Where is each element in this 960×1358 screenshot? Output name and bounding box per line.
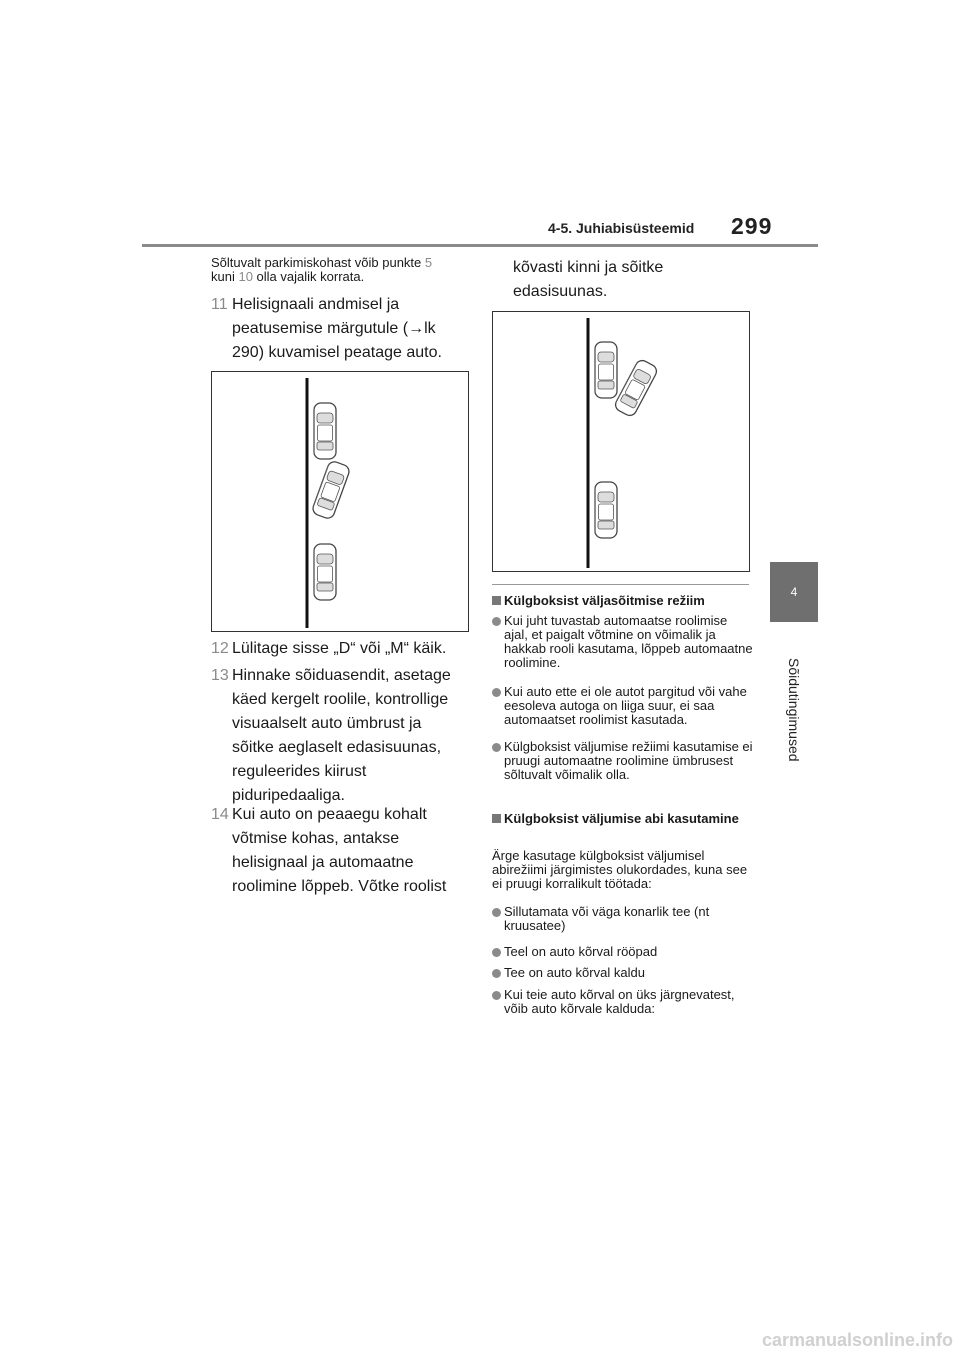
page-number: 299 (731, 213, 773, 239)
bullet-4: Sillutamata või väga konarlik tee (nt kruusatee) (492, 905, 754, 933)
bullet-5: Teel on auto kõrval rööpad (492, 945, 754, 959)
watermark: carmanualsonline.info (762, 1330, 954, 1350)
step-14: 14 Kui auto on peaaegu kohalt võtmise kohas, antakse helisignaal ja automaatne roolimine lõppeb. Võtke roolist (211, 806, 447, 895)
figure-parking-exit-2 (492, 311, 750, 572)
bullet-3: Külgboksist väljumise režiimi kasutamise ei pruugi automaatne roolimine ümbrusest sõltuvalt võimalik olla. (492, 740, 754, 782)
car-front (314, 403, 336, 459)
step-12: 12 Lülitage sisse „D“ või „M“ käik. (211, 640, 447, 657)
bullet-2: Kui auto ette ei ole autot pargitud või vahe eesoleva autoga on liiga suur, ei saa automaatset roolimist kasutada. (492, 685, 754, 727)
square-bullet-icon (492, 814, 501, 823)
chapter-tab: 4 (770, 562, 818, 622)
bullet-1: Kui juht tuvastab automaatse roolimise ajal, et paigalt võtmine on võimalik ja hakkab rooli kasutama, lõppeb automaatne roolimine. (492, 614, 754, 670)
bullet-7: Kui teie auto kõrval on üks järgnevatest, võib auto kõrvale kalduda: (492, 988, 754, 1016)
bullet-dot-icon (492, 617, 501, 626)
bullet-dot-icon (492, 908, 501, 917)
assist-paragraph: Ärge kasutage külgboksist väljumisel abirežiimi järgimistes olukordades, kuna see ei pruugi korralikult töötada: (492, 848, 748, 891)
bullet-dot-icon (492, 743, 501, 752)
square-bullet-icon (492, 596, 501, 605)
bullet-dot-icon (492, 969, 501, 978)
section-title: 4-5. Juhiabisüsteemid (548, 220, 695, 236)
car-front (595, 342, 617, 398)
heading-side-exit-mode: Külgboksist väljasõitmise režiim (492, 593, 752, 608)
chapter-label: Sõidutingimused (786, 658, 802, 762)
step-14-continued: kõvasti kinni ja sõitke edasisuunas. (513, 259, 664, 300)
step-13: 13 Hinnake sõiduasendit, asetage käed kergelt roolile, kontrollige visuaalselt auto ümbrust ja sõitke aeglaselt edasisuunas, reguleerides kiirust piduripedaaliga. (211, 667, 451, 804)
heading-side-exit-assist: Külgboksist väljumise abi kasutamine (492, 811, 752, 826)
bullet-dot-icon (492, 948, 501, 957)
figure-parking-exit-1 (211, 371, 469, 632)
own-car (613, 358, 659, 418)
bullet-6: Tee on auto kõrval kaldu (492, 966, 754, 980)
figure-1-svg (212, 372, 468, 631)
bullet-dot-icon (492, 688, 501, 697)
intro-note: Sõltuvalt parkimiskohast võib punkte 5 kuni 10 olla vajalik korrata. (211, 255, 433, 284)
car-rear (314, 544, 336, 600)
header-rule (142, 244, 818, 247)
own-car (311, 460, 351, 520)
bullet-dot-icon (492, 991, 501, 1000)
car-rear (595, 482, 617, 538)
figure-2-svg (493, 312, 749, 571)
step-11: 11 Helisignaali andmisel ja peatusemise märgutule (→lk 290) kuvamisel peatage auto. (211, 296, 442, 361)
section-divider (492, 584, 749, 585)
